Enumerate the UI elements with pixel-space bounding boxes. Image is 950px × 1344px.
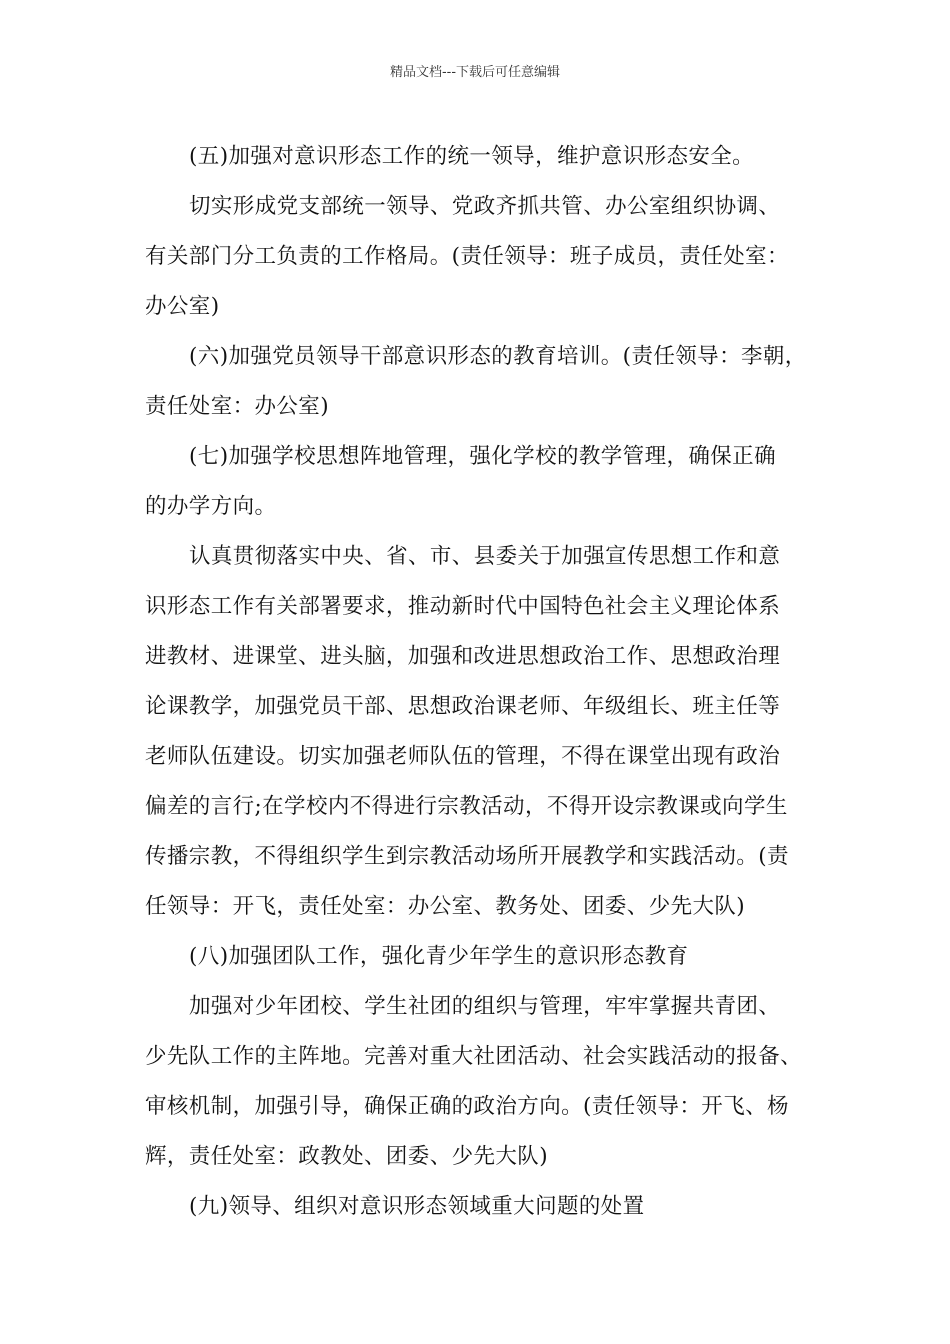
text-line: 老师队伍建设。切实加强老师队伍的管理，不得在课堂出现有政治: [145, 744, 781, 769]
text-line: 进教材、进课堂、进头脑，加强和改进思想政治工作、思想政治理: [145, 644, 781, 669]
text-line: 切实形成党支部统一领导、党政齐抓共管、办公室组织协调、: [189, 194, 781, 219]
text-line: 审核机制，加强引导，确保正确的政治方向。(责任领导：开飞、杨: [145, 1094, 789, 1119]
text-line: (九)领导、组织对意识形态领域重大问题的处置: [189, 1194, 645, 1219]
text-line: 少先队工作的主阵地。完善对重大社团活动、社会实践活动的报备、: [145, 1044, 803, 1069]
text-line: 偏差的言行;在学校内不得进行宗教活动，不得开设宗教课或向学生: [145, 794, 788, 819]
text-line: 加强对少年团校、学生社团的组织与管理，牢牢掌握共青团、: [189, 994, 781, 1019]
text-line: (五)加强对意识形态工作的统一领导，维护意识形态安全。: [189, 144, 755, 169]
text-line: (八)加强团队工作，强化青少年学生的意识形态教育: [189, 944, 689, 969]
text-line: 认真贯彻落实中央、省、市、县委关于加强宣传思想工作和意: [189, 544, 781, 569]
text-line: 任领导：开飞，责任处室：办公室、教务处、团委、少先大队): [145, 894, 746, 919]
document-body: [145, 132, 815, 1232]
text-line: (六)加强党员领导干部意识形态的教育培训。(责任领导：李朝，: [189, 344, 807, 369]
text-line: 责任处室：办公室): [145, 394, 329, 419]
text-line: 办公室): [145, 294, 220, 319]
text-line: 传播宗教，不得组织学生到宗教活动场所开展教学和实践活动。(责: [145, 844, 789, 869]
text-line: 有关部门分工负责的工作格局。(责任领导：班子成员，责任处室：: [145, 244, 789, 269]
text-line: 的办学方向。: [145, 494, 277, 519]
text-line: 辉，责任处室：政教处、团委、少先大队): [145, 1144, 548, 1169]
page-header: 精品文档---下载后可任意编辑: [389, 65, 561, 80]
text-line: (七)加强学校思想阵地管理，强化学校的教学管理，确保正确: [189, 444, 776, 469]
text-line: 论课教学，加强党员干部、思想政治课老师、年级组长、班主任等: [145, 694, 781, 719]
text-line: 识形态工作有关部署要求，推动新时代中国特色社会主义理论体系: [145, 594, 781, 619]
